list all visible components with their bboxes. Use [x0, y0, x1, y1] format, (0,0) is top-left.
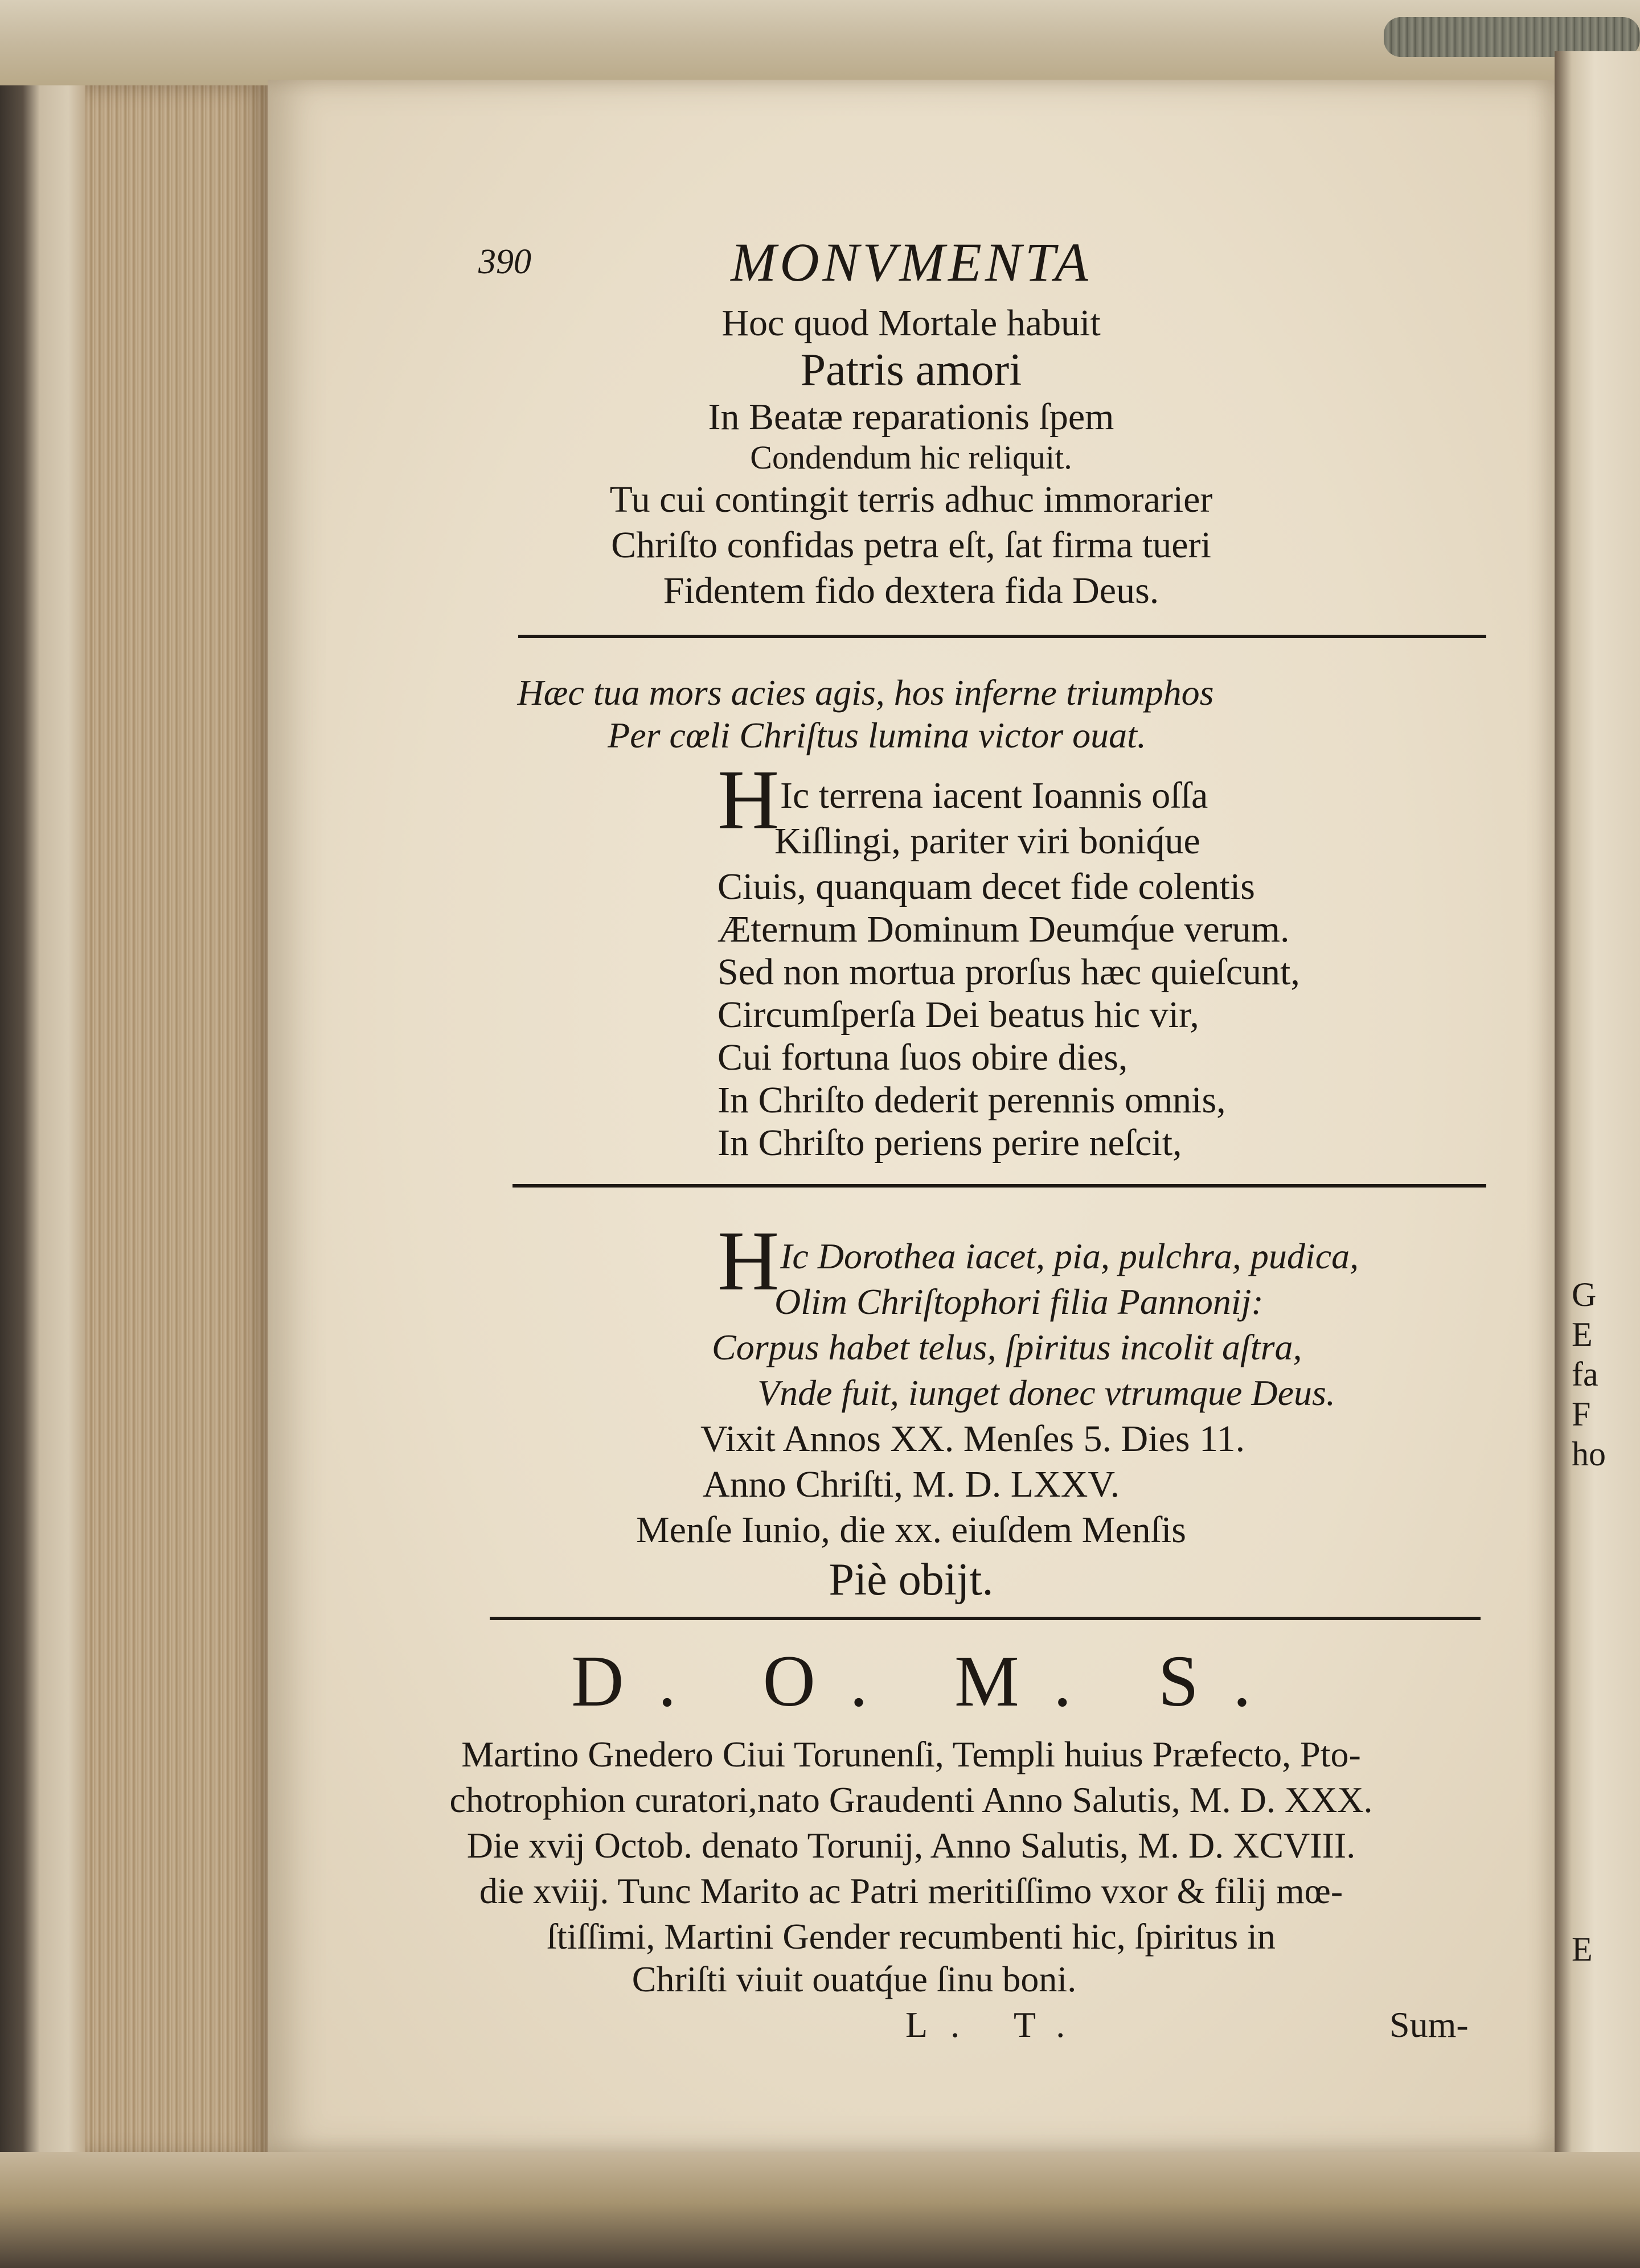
epitaph3-line: Vixit Annos XX. Menſes 5. Dies 11.: [700, 1418, 1245, 1460]
epitaph4-line: Martino Gnedero Ciui Torunenſi, Templi huius Præfecto, Pto-: [461, 1734, 1361, 1774]
epitaph4-line: ſtiſſimi, Martini Gender recumbenti hic, ſpiritus in: [547, 1916, 1276, 1957]
signature-mark: L. T.: [905, 2004, 1088, 2045]
section-rule: [518, 635, 1486, 638]
epitaph4-line: die xviij. Tunc Marito ac Patri meritiſſimo vxor & filij mœ-: [479, 1871, 1343, 1911]
page-stack-edge: [85, 85, 273, 2158]
drop-initial-letter: H: [718, 753, 780, 847]
dedication-heading: D. O. M. S.: [571, 1641, 1285, 1721]
drop-initial-letter: H: [718, 1214, 780, 1308]
section-rule: [490, 1617, 1481, 1620]
page-number: 390: [478, 243, 531, 281]
epitaph2-line: Ic terrena iacent Ioannis oſſa: [780, 775, 1208, 816]
epitaph1-line: Tu cui contingit terris adhuc immorarier: [609, 479, 1213, 520]
epitaph3-italic-line: Olim Chriſtophori filia Pannonij:: [774, 1281, 1264, 1322]
epitaph4-line: Die xvij Octob. denato Torunij, Anno Salutis, M. D. XCVIII.: [466, 1825, 1356, 1866]
facing-page: [1555, 51, 1640, 2214]
catchword: Sum-: [1389, 2004, 1469, 2045]
epitaph2-line: Cui fortuna ſuos obire dies,: [718, 1037, 1128, 1078]
epitaph3-line: Menſe Iunio, die xx. eiuſdem Menſis: [636, 1509, 1186, 1551]
epitaph2-line: Ciuis, quanquam decet fide colentis: [718, 866, 1255, 907]
epitaph3-final: Piè obijt.: [829, 1555, 994, 1605]
facing-fragment: F: [1572, 1395, 1591, 1433]
epitaph2-line: Sed non mortua prorſus hæc quieſcunt,: [718, 951, 1300, 993]
epitaph3-italic-line: Corpus habet telus, ſpiritus incolit aſtra,: [712, 1327, 1302, 1367]
book-page: [268, 80, 1555, 2152]
epitaph2-line: Kiſlingi, pariter viri boniq́ue: [774, 820, 1200, 862]
epitaph3-italic-line: Ic Dorothea iacet, pia, pulchra, pudica,: [780, 1236, 1359, 1276]
epitaph1-line: Chriſto confidas petra eſt, ſat firma tueri: [611, 524, 1211, 566]
facing-fragment: E: [1572, 1930, 1593, 1968]
facing-fragment: E: [1572, 1316, 1593, 1353]
epitaph2-line: In Chriſto dederit perennis omnis,: [718, 1079, 1226, 1121]
epitaph2-line: Circumſperſa Dei beatus hic vir,: [718, 994, 1199, 1036]
epitaph4-line: Chriſti viuit ouatq́ue ſinu boni.: [632, 1959, 1077, 1999]
book-bottom-edge: [0, 2152, 1640, 2268]
epitaph1-line: In Beatæ reparationis ſpem: [708, 396, 1114, 438]
facing-fragment: fa: [1572, 1355, 1598, 1393]
running-title: MONVMENTA: [731, 232, 1092, 293]
epitaph2-italic-line: Per cœli Chriſtus lumina victor ouat.: [608, 715, 1146, 755]
epitaph3-italic-line: Vnde fuit, iunget donec vtrumque Deus.: [757, 1373, 1335, 1413]
section-rule: [512, 1184, 1486, 1188]
epitaph2-line: In Chriſto periens perire neſcit,: [718, 1122, 1182, 1164]
facing-fragment: G: [1572, 1276, 1597, 1313]
epitaph2-italic-line: Hæc tua mors acies agis, hos inferne triumphos: [517, 672, 1214, 713]
epitaph2-line: Æternum Dominum Deumq́ue verum.: [718, 909, 1290, 950]
drop-initial: [718, 753, 780, 847]
epitaph1-line: Fidentem fido dextera fida Deus.: [663, 570, 1159, 611]
epitaph4-line: chotrophion curatori,nato Graudenti Anno Salutis, M. D. XXX.: [449, 1780, 1373, 1820]
epitaph1-line: Hoc quod Mortale habuit: [721, 302, 1101, 344]
epitaph1-line: Condendum hic reliquit.: [750, 439, 1072, 476]
epitaph1-line: Patris amori: [800, 345, 1022, 395]
facing-fragment: ho: [1572, 1435, 1606, 1473]
drop-initial: [718, 1214, 780, 1308]
epitaph3-line: Anno Chriſti, M. D. LXXV.: [702, 1464, 1120, 1505]
